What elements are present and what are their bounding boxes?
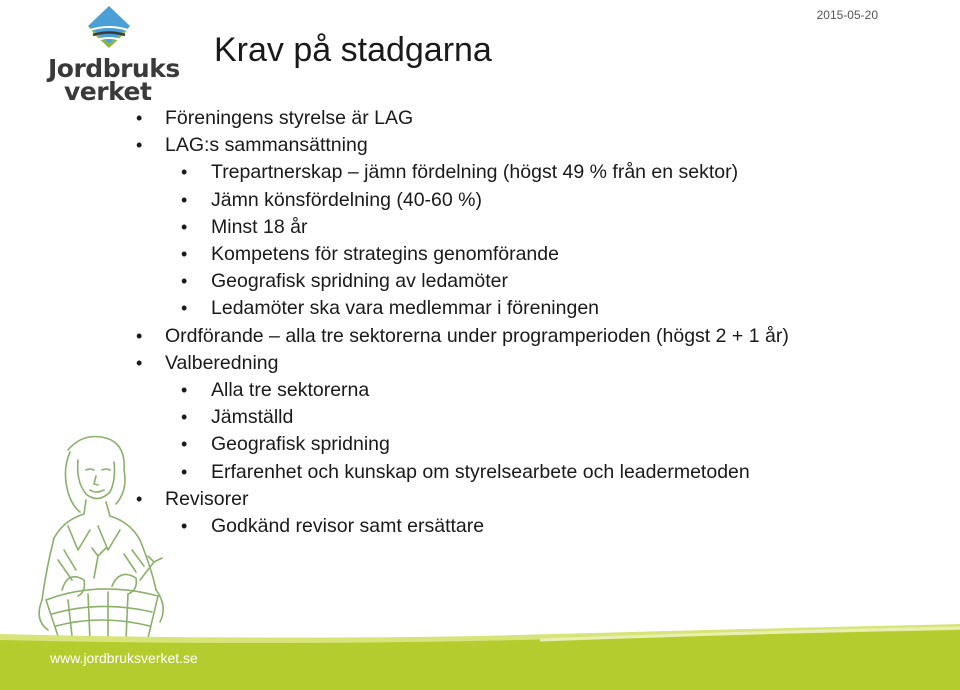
slide-date: 2015-05-20 [816,8,878,22]
bullet-marker: • [181,216,188,237]
bullet-text: Erfarenhet och kunskap om styrelsearbete och leadermetoden [211,460,750,483]
bullet-item [136,104,414,132]
jordbruksverket-logo-icon [84,4,134,52]
bullet-text: Geografisk spridning av ledamöter [211,270,508,293]
bullet-marker: • [181,434,188,455]
sub-bullet-item [181,186,482,214]
bullet-text: Föreningens styrelse är LAG [165,107,414,129]
bullet-marker: • [181,380,188,400]
logo-word-jordbruks: Jordbruks [48,54,180,83]
bullet-text: Kompetens för strategins genomförande [211,243,559,265]
bullet-text: Ledamöter ska vara medlemmar i föreningen [211,297,600,320]
woman-with-basket-sketch-icon [28,430,178,645]
logo-word-verket: verket [64,77,152,106]
bullet-marker: • [136,488,143,509]
sub-bullet-item [181,376,370,404]
sub-bullet-item [181,403,294,431]
bullet-text: Alla tre sektorerna [211,379,370,401]
bullet-text: Minst 18 år [211,215,308,238]
slide-title: Krav på stadgarna [214,31,492,69]
bullet-marker: • [181,189,188,210]
bullet-text: Godkänd revisor samt ersättare [211,515,485,537]
bullet-item [136,322,789,350]
bullet-marker: • [136,352,143,373]
bullet-marker: • [136,108,143,128]
bullet-text: Trepartnerskap – jämn fördelning (högst 49 % från en sektor) [211,161,739,184]
bullet-marker: • [136,135,143,156]
sub-bullet-item [181,267,508,295]
bullet-marker: • [181,244,188,264]
bullet-marker: • [181,461,188,482]
bullet-marker: • [181,516,188,536]
bullet-marker: • [181,407,188,428]
bullet-marker: • [181,271,188,292]
bullet-text: LAG:s sammansättning [165,134,368,157]
bullet-marker: • [136,325,143,346]
bullet-text: Ordförande – alla tre sektorerna under programperioden (högst 2 + 1 år) [165,324,789,347]
sub-bullet-item [181,294,600,322]
bullet-text: Valberedning [165,351,279,374]
sub-bullet-item [181,213,308,241]
bullet-marker: • [181,298,188,319]
bullet-item [136,349,279,377]
bullet-text: Revisorer [165,487,249,510]
sub-bullet-item [181,430,390,458]
jordbruksverket-logo[interactable] [46,4,180,106]
sub-bullet-item [181,458,750,486]
sub-bullet-item [181,158,739,186]
bullet-item [136,131,368,159]
sub-bullet-item [181,240,559,268]
bullet-marker: • [181,162,188,183]
bullet-text: Jämställd [211,406,294,429]
footer-website-link[interactable]: www.jordbruksverket.se [50,650,198,666]
bullet-text: Jämn könsfördelning (40-60 %) [211,188,482,211]
bullet-text: Geografisk spridning [211,433,390,456]
sub-bullet-item [181,512,485,540]
